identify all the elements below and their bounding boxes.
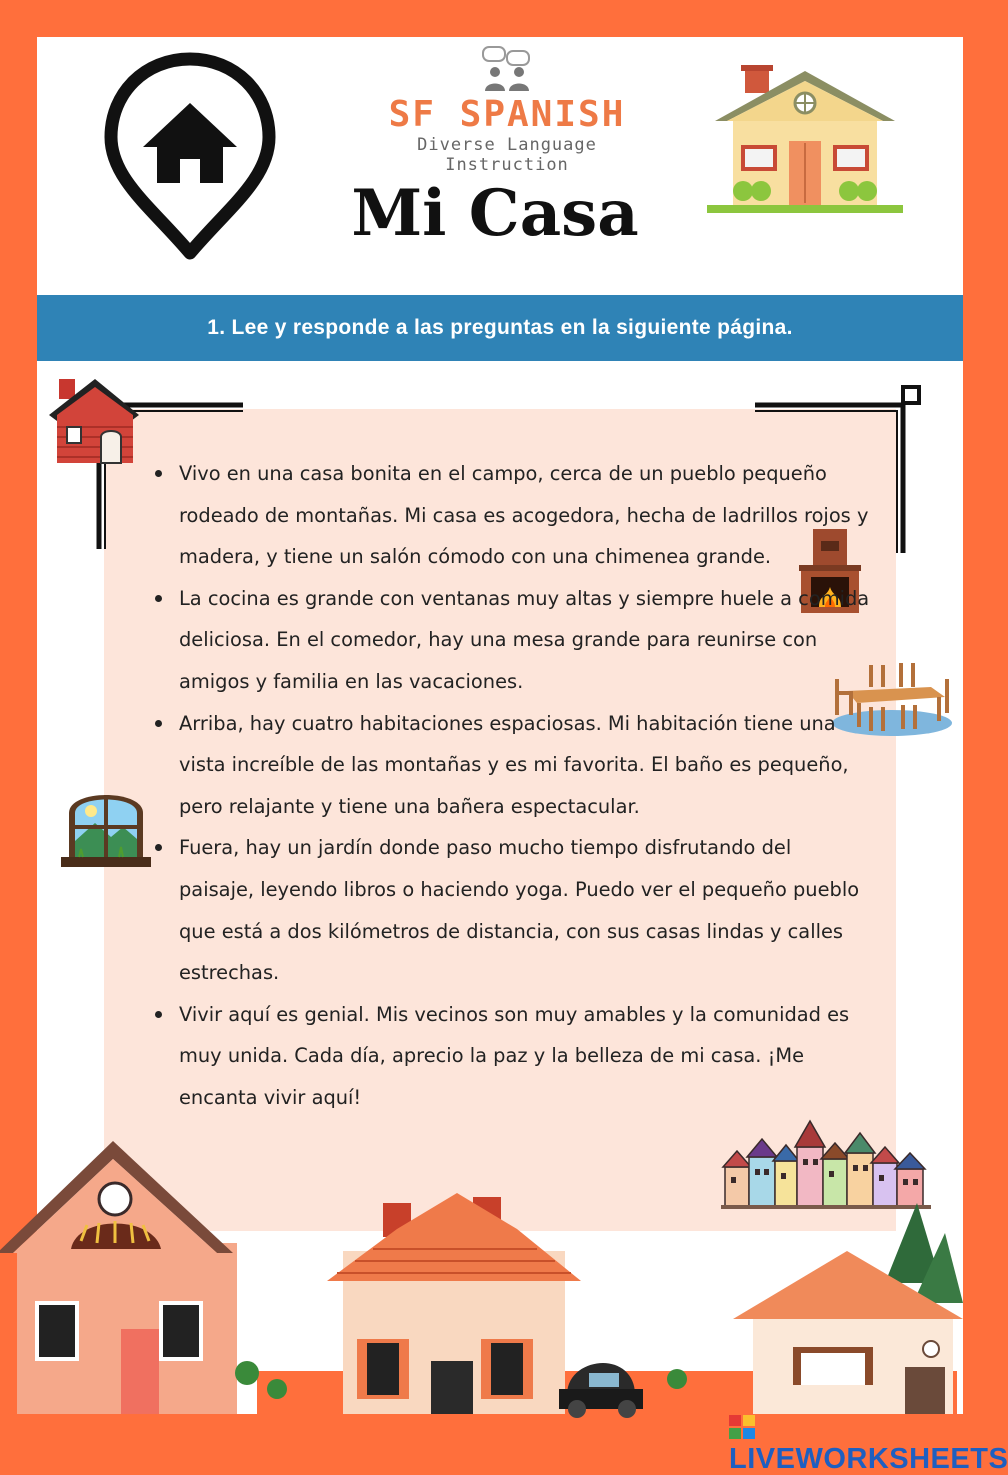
page-title: Mi Casa [351, 176, 639, 251]
list-item: Vivo en una casa bonita en el campo, cerca de un pueblo pequeño rodeado de montañas. Mi casa es acogedora, hecha de ladrillos rojos y madera, y tiene un salón cómodo con una chimenea grande. [141, 453, 871, 578]
logo-name: SF SPANISH [388, 94, 626, 135]
reading-text [141, 453, 871, 1119]
window-icon [59, 771, 153, 871]
sf-spanish-logo [357, 45, 657, 175]
liveworksheets-logo-icon [729, 1415, 755, 1439]
list-item: Vivir aquí es genial. Mis vecinos son muy amables y la comunidad es muy unida. Cada día, aprecio la paz y la belleza de mi casa. ¡Me encanta vivir aquí! [141, 994, 871, 1119]
list-item: La cocina es grande con ventanas muy altas y siempre huele a comida deliciosa. En el comedor, hay una mesa grande para reunirse con amigos y familia en las vacaciones. [141, 578, 871, 703]
liveworksheets-watermark [729, 1411, 1008, 1475]
brick-house-icon [45, 375, 141, 465]
instruction-banner: 1. Lee y responde a las preguntas en la siguiente página. [37, 295, 963, 361]
house-icon [707, 63, 903, 217]
list-item: Arriba, hay cuatro habitaciones espaciosas. Mi habitación tiene una vista increíble de las montañas y es mi favorita. El baño es pequeño, pero relajante y tiene una bañera espectacular. [141, 703, 871, 828]
list-item: Fuera, hay un jardín donde paso mucho tiempo disfrutando del paisaje, leyendo libros o haciendo yoga. Puedo ver el pequeño pueblo que está a dos kilómetros de distancia, con sus casas lindas y calles estrechas. [141, 827, 871, 993]
watermark-text: LIVEWORKSHEETS [729, 1443, 1008, 1475]
people-chat-icon [477, 45, 537, 93]
bottom-houses-illustration [37, 1133, 963, 1414]
worksheet-page [37, 37, 1008, 1475]
logo-subtitle: Diverse Language Instruction [417, 135, 597, 175]
location-pin-home-icon [103, 51, 277, 261]
